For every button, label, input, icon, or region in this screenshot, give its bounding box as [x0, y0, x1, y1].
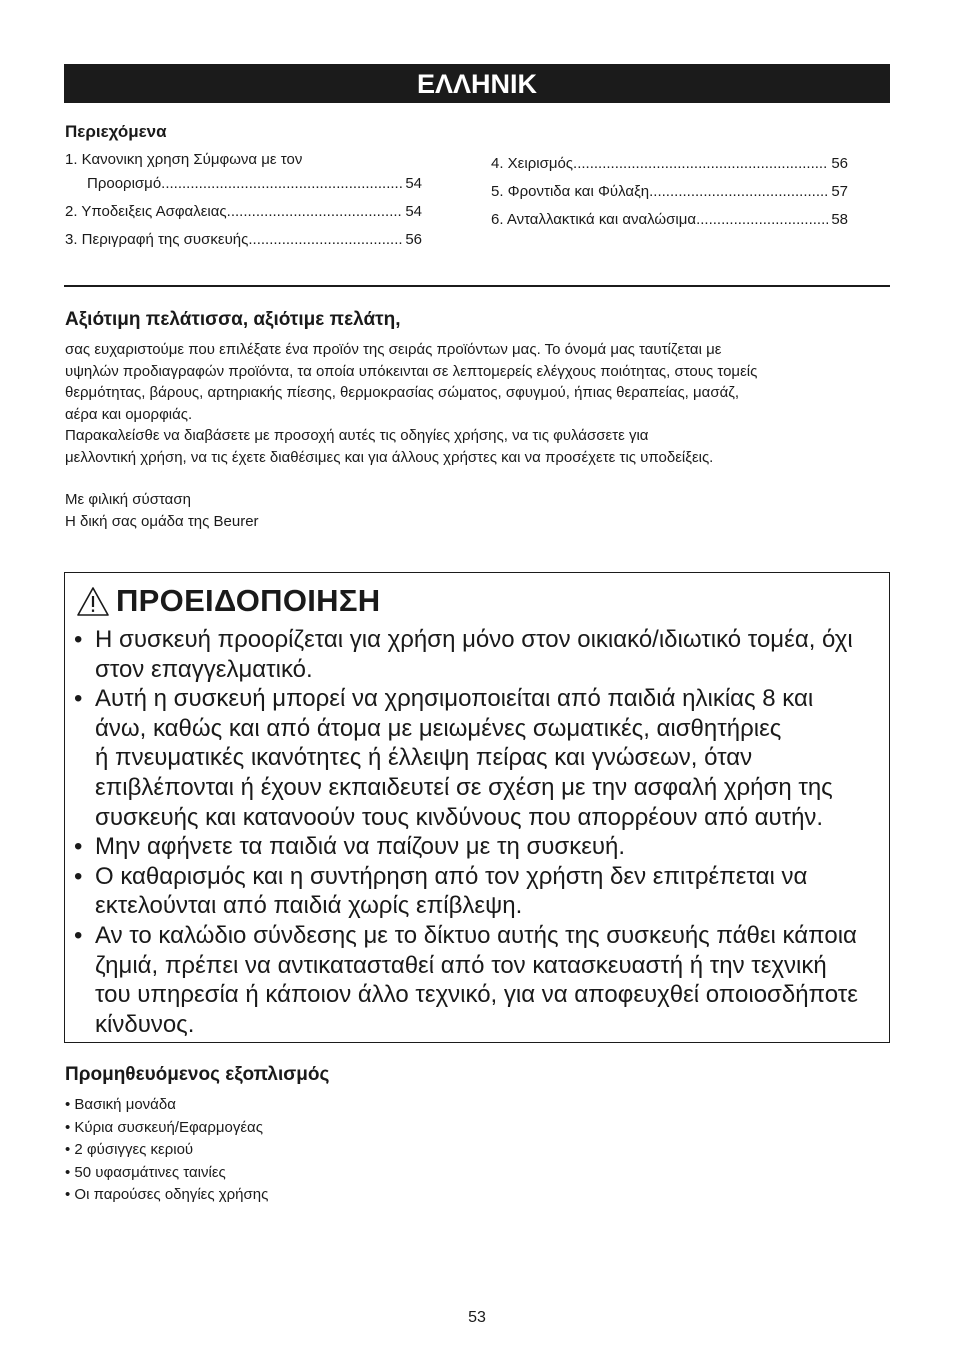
warning-line: εκτελούνται από παιδιά χωρίς επίβλεψη.	[95, 892, 523, 920]
intro-line: υψηλών προδιαγραφών προϊόντα, τα οποία υπόκεινται σε λεπτομερείς ελέγχους ποιότητας, στους τομείς	[65, 362, 758, 380]
supply-item: • Βασική μονάδα	[65, 1096, 176, 1113]
supply-item: • 2 φύσιγγες κεριού	[65, 1141, 194, 1159]
warning-line: στον επαγγελματικό.	[95, 655, 313, 683]
warning-line: Ο καθαρισμός και η συντήρηση από τον χρήστη δεν επιτρέπεται να	[95, 862, 808, 890]
intro-line: μελλοντική χρήση, να τις έχετε διαθέσιμες και για άλλους χρήστες και να προσέχετε τις υποδείξεις.	[65, 448, 714, 466]
intro-line: αέρα και ομορφιάς.	[65, 405, 193, 423]
intro-paragraph	[65, 339, 895, 468]
toc-entry-title: 2. Υποδειξεις Ασφαλειας	[65, 203, 227, 220]
toc-entry-3[interactable]	[65, 226, 422, 254]
toc-entry-title: 3. Περιγραφή της συσκευής	[65, 231, 249, 248]
toc-entry-title: 5. Φροντιδα και Φύλαξη	[491, 183, 650, 200]
closing-line: Με φιλική σύσταση	[65, 491, 191, 508]
toc-entry-1-line1: 1. Κανονικη χρηση Σύμφωνα με τον	[65, 151, 303, 168]
bullet: •	[74, 626, 83, 653]
toc-entry-page: 56	[405, 231, 422, 248]
toc-entry-title: Προορισμό	[87, 175, 162, 192]
toc-entry-page: 57	[831, 183, 848, 200]
supply-title: Προμηθευόμενος εξοπλισμός	[65, 1064, 330, 1085]
toc-leader-dots	[696, 206, 828, 234]
supply-item: • Οι παρούσες οδηγίες χρήσης	[65, 1186, 269, 1204]
warning-line: επιβλέπονται ή έχουν εκπαιδευτεί σε σχέση με την ασφαλή χρήση της	[95, 773, 833, 801]
signature-block	[65, 489, 259, 532]
warning-line: συσκευής και κατανοούν τους κινδύνους που απορρέουν από αυτήν.	[95, 803, 824, 831]
supply-list	[65, 1094, 268, 1207]
page-number: 53	[468, 1309, 486, 1326]
toc-leader-dots	[248, 226, 402, 254]
toc-entry-page: 54	[405, 203, 422, 220]
toc-entry-page: 56	[831, 155, 848, 172]
toc-leader-dots	[573, 150, 828, 178]
greeting-title: Αξιότιμη πελάτισσα, αξιότιμε πελάτη,	[65, 309, 401, 330]
section-divider	[64, 285, 890, 287]
toc-leader-dots	[649, 178, 828, 206]
warning-line: ζημιά, πρέπει να αντικατασταθεί από τον κατασκευαστή ή την τεχνική	[95, 951, 827, 979]
supply-item: • 50 υφασμάτινες ταινίες	[65, 1163, 226, 1181]
warning-title-text: ΠΡΟΕΙΔΟΠΟΙΗΣΗ	[116, 583, 381, 618]
toc-entry-4[interactable]	[491, 150, 848, 178]
warning-line: Αυτή η συσκευή μπορεί να χρησιμοποιείται από παιδιά ηλικίας 8 και	[95, 685, 814, 713]
toc-entry-1[interactable]	[65, 170, 422, 198]
intro-line: Παρακαλείσθε να διαβάσετε με προσοχή αυτές τις οδηγίες χρήσης, να τις φυλάσσετε για	[65, 427, 649, 444]
warning-title	[76, 583, 380, 619]
toc-entry-page: 58	[831, 211, 848, 228]
toc-entry-2[interactable]	[65, 198, 422, 226]
warning-line: άνω, καθώς και από άτομα με μειωμένες σωματικές, αισθητήριες	[95, 714, 782, 742]
bullet: •	[74, 685, 83, 713]
warning-item	[74, 625, 886, 684]
warning-item	[74, 684, 886, 832]
bullet: •	[74, 833, 83, 861]
toc-right-column	[491, 150, 848, 234]
language-header: ΕΛΛΗΝΙΚ	[64, 64, 890, 103]
toc-left-column	[65, 150, 422, 254]
warning-box	[64, 572, 890, 1043]
warning-line: ή πνευματικές ικανότητες ή έλλειψη πείρας και γνώσεων, όταν	[95, 744, 753, 772]
bullet: •	[74, 862, 83, 890]
toc-entry-title: 6. Ανταλλακτικά και αναλώσιμα	[491, 211, 697, 228]
toc-entry-page: 54	[405, 175, 422, 192]
warning-line: Μην αφήνετε τα παιδιά να παίζουν με τη συσκευή.	[95, 833, 626, 861]
warning-item	[74, 862, 886, 921]
warning-line: του υπηρεσία ή κάποιον άλλο τεχνικό, για να αποφευχθεί οποιοσδήποτε	[95, 981, 858, 1009]
toc-title: Περιεχόμενα	[65, 122, 167, 141]
warning-line: κίνδυνος.	[95, 1010, 195, 1038]
warning-line: Η συσκευή προορίζεται για χρήση μόνο στον οικιακό/ιδιωτικό τομέα, όχι	[95, 626, 853, 653]
warning-triangle-icon	[76, 586, 110, 617]
warning-item	[74, 832, 886, 862]
intro-line: σας ευχαριστούμε που επιλέξατε ένα προϊόν της σειράς προϊόντων μας. Το όνομά μας ταυτίζεται με	[65, 341, 722, 358]
warning-list	[74, 625, 886, 1039]
toc-entry-5[interactable]	[491, 178, 848, 206]
bullet: •	[74, 921, 83, 949]
toc-entry-title: 4. Χειρισμός	[491, 155, 574, 172]
toc-entry-6[interactable]	[491, 206, 848, 234]
toc-leader-dots	[161, 170, 402, 198]
supply-item: • Κύρια συσκευή/Εφαρμογέας	[65, 1118, 263, 1136]
team-line: Η δική σας ομάδα της Beurer	[65, 512, 259, 530]
warning-item	[74, 921, 886, 1039]
warning-line: Αν το καλώδιο σύνδεσης με το δίκτυο αυτής της συσκευής πάθει κάποια	[95, 921, 857, 949]
intro-line: θερμότητας, βάρους, αρτηριακής πίεσης, θερμοκρασίας σώματος, σφυγμού, ήπιας θεραπείας, μασάζ,	[65, 384, 740, 401]
toc-leader-dots	[227, 198, 403, 226]
